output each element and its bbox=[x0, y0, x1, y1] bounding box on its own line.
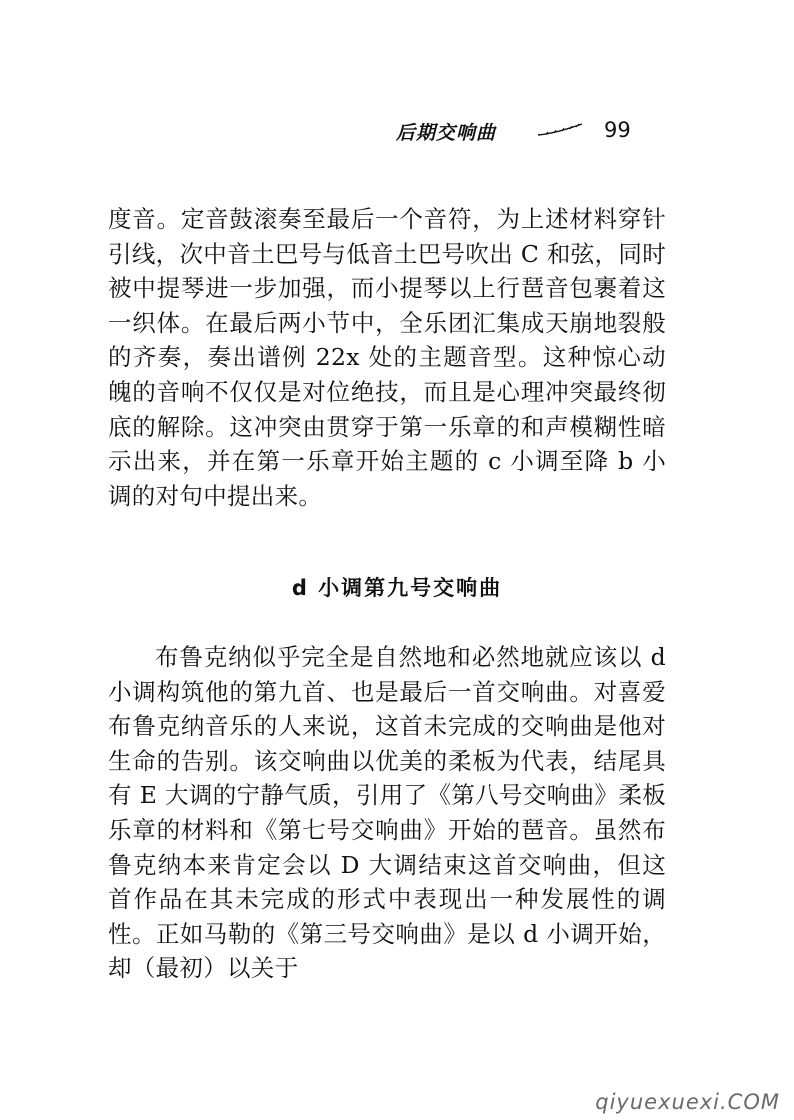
section-heading: d 小调第九号交响曲 bbox=[291, 576, 503, 600]
paragraph-continuation: 度音。定音鼓滚奏至最后一个音符，为上述材料穿针引线，次中音土巴号与低音土巴号吹出 C 和弦，同时被中提琴进一步加强，而小提琴以上行琶音包裹着这一织体。在最后两小节中，全乐团汇集成天崩地裂般的齐奏，奏出谱例 22x 处的主题音型。这种惊心动魄的音响不仅仅是对位绝技，而且是心理冲突最终彻底的解除。这冲突由贯穿于第一乐章的和声模糊性暗示出来，并在第一乐章开始主题的 c 小调至降 b 小调的对句中提出来。 bbox=[108, 205, 666, 510]
page-header bbox=[0, 118, 794, 148]
page-number: 99 bbox=[604, 118, 631, 142]
paragraph-main: 布鲁克纳似乎完全是自然地和必然地就应该以 d 小调构筑他的第九首、也是最后一首交响曲。对喜爱布鲁克纳音乐的人来说，这首未完成的交响曲是他对生命的告别。该交响曲以优美的柔板为代表，结尾具有 E 大调的宁静气质，引用了《第八号交响曲》柔板乐章的材料和《第七号交响曲》开始的琶音。虽然布鲁克纳本来肯定会以 D 大调结束这首交响曲，但这首作品在其未完成的形式中表现出一种发展性的调性。正如马勒的《第三号交响曲》是以 d 小调开始，却（最初）以关于 bbox=[108, 643, 666, 983]
ornament-icon bbox=[536, 122, 584, 138]
running-title: 后期交响曲 bbox=[396, 122, 497, 144]
watermark: qiyuexuexi.COM bbox=[595, 1090, 780, 1114]
